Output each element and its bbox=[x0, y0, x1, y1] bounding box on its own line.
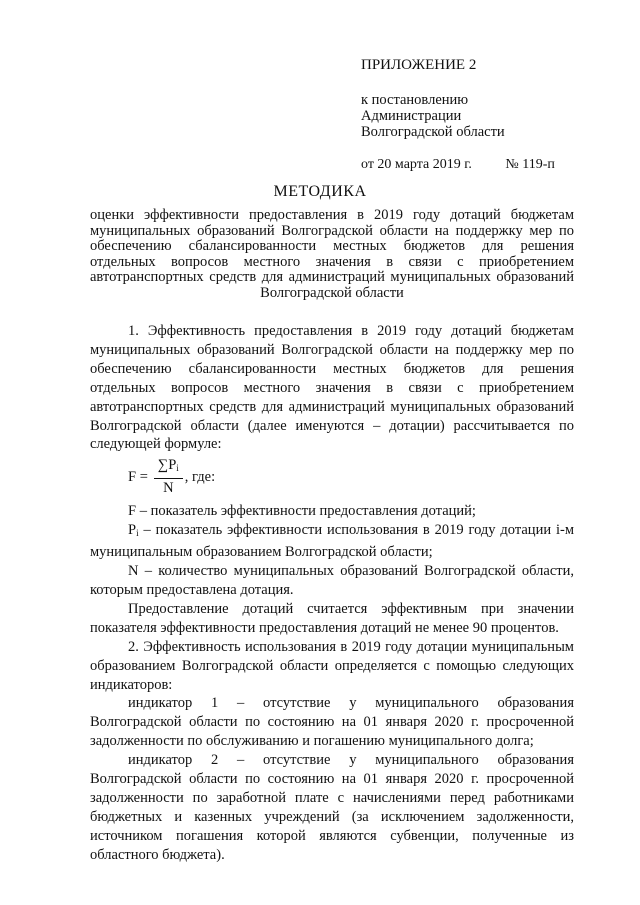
indicator-2: индикатор 2 – отсутствие у муниципального образования Волгоградской области по состоянию на 01 января 2020 г. просроченной задолженности по заработной плате с начислениями перед работниками бюджетных и казенных учреждений (за исключением задолженности, источником погашения которой являются субвенции, полученные из областного бюджета). bbox=[90, 752, 574, 863]
appendix-header bbox=[361, 57, 555, 173]
document-title: МЕТОДИКА bbox=[273, 183, 367, 200]
paragraph-2: 2. Эффективность использования в 2019 году дотации муниципальным образованием Волгоградской области определяется с помощью следующих индикаторов: bbox=[90, 638, 574, 693]
formula-denominator: N bbox=[163, 480, 174, 497]
appendix-title: ПРИЛОЖЕНИЕ 2 bbox=[361, 57, 477, 73]
formula-lhs: F = bbox=[128, 468, 148, 485]
indicator-1: индикатор 1 – отсутствие у муниципального образования Волгоградской области по состоянию на 01 января 2020 г. просроченной задолженности по обслуживанию и погашению муниципального долга; bbox=[90, 695, 574, 750]
document-body bbox=[90, 322, 574, 865]
definition-n: N – количество муниципальных образований Волгоградской области, которым предоставлена дотация. bbox=[90, 563, 574, 598]
definition-p bbox=[90, 521, 574, 562]
formula-numerator bbox=[154, 457, 183, 479]
definition-p-sub: i bbox=[136, 528, 139, 539]
definition-p-text: – показатель эффективности использования в 2019 году дотации i-м муниципальным образованием Волгоградской области; bbox=[90, 522, 574, 561]
appendix-number: № 119-п bbox=[505, 157, 555, 172]
paragraph-1: 1. Эффективность предоставления в 2019 году дотаций бюджетам муниципальных образований Волгоградской области на поддержку мер по обеспечению сбалансированности местных бюджетов для решения отдельных вопросов местного значения в связи с приобретением автотранспортных средств для администраций муниципальных образований Волгоградской области (далее именуются – дотации) рассчитывается по следующей формуле: bbox=[90, 323, 574, 453]
appendix-line-1: к постановлению bbox=[361, 92, 469, 108]
appendix-line-2: Администрации bbox=[361, 108, 462, 124]
appendix-line-3: Волгоградской области bbox=[361, 124, 505, 140]
formula-numerator-text: ∑P bbox=[157, 457, 177, 474]
paragraph-effective: Предоставление дотаций считается эффективным при значении показателя эффективности предоставления дотаций не менее 90 процентов. bbox=[90, 600, 574, 636]
appendix-date: от 20 марта 2019 г. bbox=[361, 157, 472, 172]
appendix-date-number bbox=[361, 157, 555, 173]
definition-f: F – показатель эффективности предоставления дотаций; bbox=[128, 503, 476, 520]
formula-suffix: , где: bbox=[184, 468, 216, 485]
formula-numerator-sub: i bbox=[176, 463, 179, 474]
definition-p-symbol: P bbox=[128, 522, 137, 539]
formula-fraction bbox=[154, 457, 183, 497]
formula bbox=[90, 454, 574, 500]
document-subtitle: оценки эффективности предоставления в 2019 году дотаций бюджетам муниципальных образований Волгоградской области на поддержку мер по обеспечению сбалансированности местных бюджетов для решения отдельных вопросов местного значения в связи с приобретением автотранспортных средств для администраций муниципальных образований Волгоградской области bbox=[90, 207, 574, 301]
